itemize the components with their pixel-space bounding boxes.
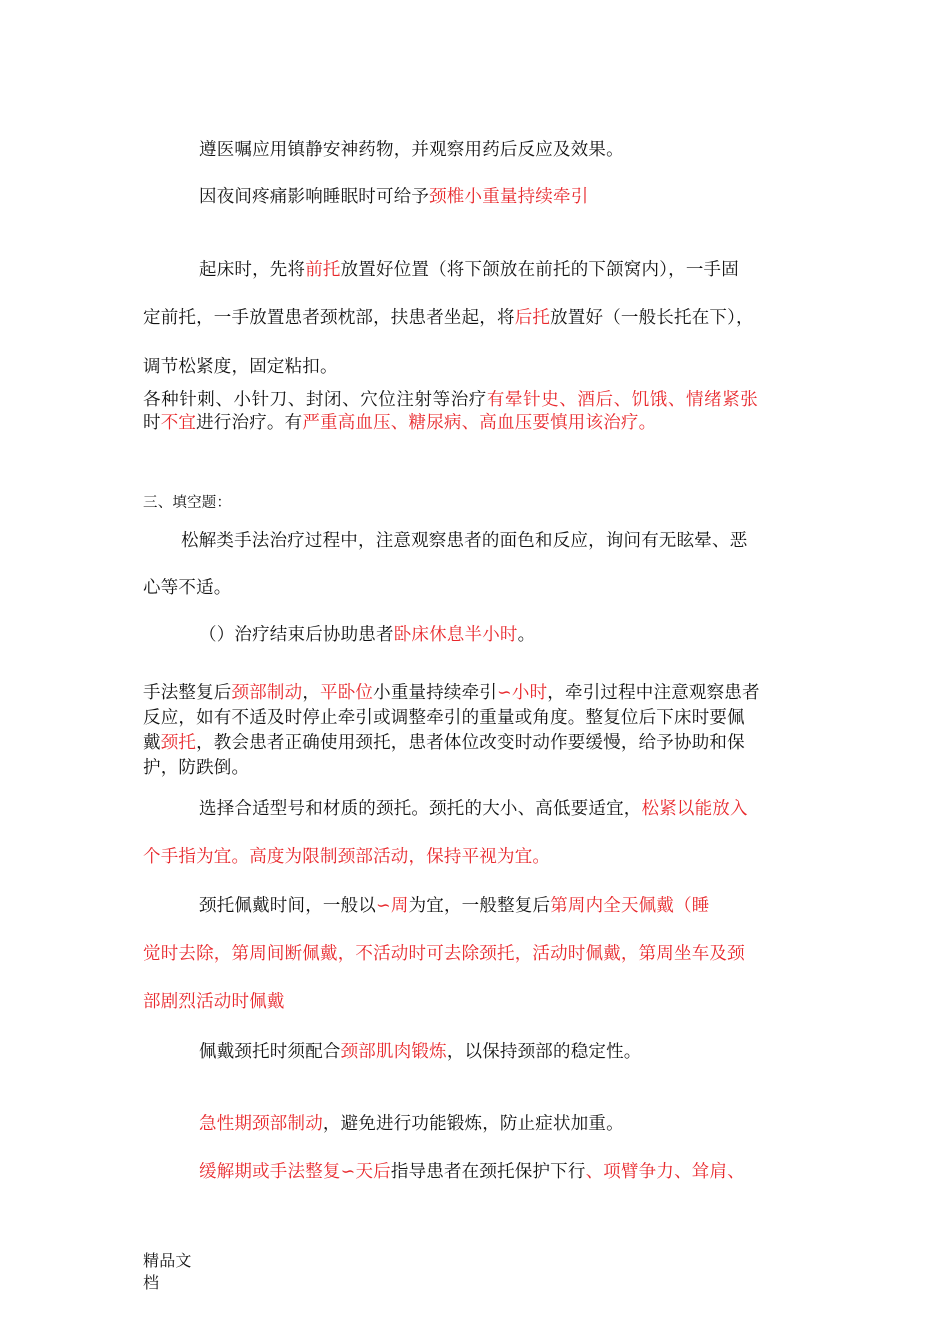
heading: 三、填空题： [143, 495, 232, 511]
text: 为宜，一般整复后 [408, 896, 551, 916]
paragraph-collar-time-line3 [143, 991, 285, 1013]
footer-watermark [143, 1250, 192, 1294]
paragraph-acupuncture-line2 [143, 412, 656, 434]
footer-line: 档 [143, 1273, 160, 1292]
emphasis-text: 严重高血压、糖尿病、高血压要慎用该治疗。 [302, 413, 657, 433]
emphasis-text: 个手指为宜。高度为限制颈部活动，保持平视为宜。 [143, 847, 551, 867]
text: ，以保持颈部的稳定性。 [446, 1042, 642, 1062]
text: 放置好位置（将下颌放在前托的下颌窝内），一手固 [340, 260, 739, 280]
emphasis-text: 颈部肌肉锻炼 [340, 1042, 447, 1062]
paragraph-neck-exercise [199, 1041, 642, 1063]
text: 手法整复后 [143, 683, 232, 703]
emphasis-text: 缓解期或手法整复∽天后 [199, 1162, 391, 1182]
emphasis-text: 后托 [514, 308, 551, 328]
text: 放置好（一般长托在下）， [550, 308, 754, 328]
paragraph-collar-time-line1 [199, 895, 710, 917]
text: 颈托佩戴时间，一般以 [199, 896, 376, 916]
text: 护，防跌倒。 [143, 758, 250, 778]
emphasis-text: ∽小时 [497, 683, 548, 703]
footer-line: 精品文 [143, 1251, 192, 1270]
paragraph-reduction-line3 [143, 732, 745, 754]
text: ，教会患者正确使用颈托，患者体位改变时动作要缓慢，给予协助和保 [196, 733, 745, 753]
paragraph-getting-up-line3 [143, 356, 338, 378]
paragraph-reduction-line2 [143, 707, 745, 729]
paragraph-collar-time-line2 [143, 943, 745, 965]
emphasis-text: 松紧以能放入 [641, 799, 748, 819]
emphasis-text: 急性期颈部制动 [199, 1114, 323, 1134]
text: 佩戴颈托时须配合 [199, 1042, 341, 1062]
emphasis-text: ∽周 [376, 896, 409, 916]
emphasis-text: 平卧位 [320, 683, 374, 703]
text: （）治疗结束后协助患者 [199, 625, 394, 645]
text: ，避免进行功能锻炼，防止症状加重。 [322, 1114, 624, 1134]
paragraph-getting-up-line2 [143, 307, 754, 329]
paragraph-rest [199, 624, 535, 646]
text: 调节松紧度，固定粘扣。 [143, 357, 338, 377]
text: 因夜间疼痛影响睡眠时可给予 [199, 187, 430, 207]
text: 松解类手法治疗过程中，注意观察患者的面色和反应，询问有无眩晕、恶 [181, 531, 748, 551]
text: 戴 [143, 733, 161, 753]
emphasis-text: 觉时去除，第周间断佩戴，不活动时可去除颈托，活动时佩戴，第周坐车及颈 [143, 944, 745, 964]
emphasis-text: 第周内全天佩戴（睡 [550, 896, 710, 916]
text: ，牵引过程中注意观察患者 [547, 683, 760, 703]
text: 。 [517, 625, 536, 645]
section-title [143, 492, 231, 514]
paragraph-collar-choice-line2 [143, 846, 550, 868]
text: 进行治疗。有 [196, 413, 303, 433]
paragraph-reduction-line1 [143, 682, 760, 704]
paragraph-acupuncture-line1 [143, 389, 758, 411]
text: 小重量持续牵引 [373, 683, 498, 703]
emphasis-text: 、项臂争力、耸肩、 [585, 1162, 745, 1182]
paragraph-massage-line2 [143, 577, 232, 599]
paragraph-remission-phase [199, 1161, 745, 1183]
text: 心等不适。 [143, 578, 232, 598]
emphasis-text: 不宜 [160, 413, 197, 433]
paragraph-night-traction [199, 186, 588, 208]
emphasis-text: 颈托 [160, 733, 197, 753]
paragraph-massage-line1 [181, 530, 747, 552]
text: 各种针刺、小针刀、封闭、穴位注射等治疗 [143, 390, 487, 410]
emphasis-text: 有晕针史、酒后、饥饿、情绪紧张 [486, 390, 759, 410]
text: 起床时，先将 [199, 260, 306, 280]
emphasis-text: 前托 [305, 260, 341, 280]
emphasis-text: 颈椎小重量持续牵引 [429, 187, 589, 207]
emphasis-text: 部剧烈活动时佩戴 [143, 992, 285, 1012]
emphasis-text: 颈部制动 [231, 683, 303, 703]
paragraph-reduction-line4 [143, 757, 249, 779]
paragraph-getting-up-line1 [199, 259, 739, 281]
emphasis-text: 卧床休息半小时 [393, 625, 518, 645]
text: 定前托，一手放置患者颈枕部，扶患者坐起，将 [143, 308, 515, 328]
text: 选择合适型号和材质的颈托。颈托的大小、高低要适宜， [199, 799, 642, 819]
text: 反应，如有不适及时停止牵引或调整牵引的重量或角度。整复位后下床时要佩 [143, 708, 745, 728]
text: 时 [143, 413, 161, 433]
paragraph-acute-phase [199, 1113, 624, 1135]
paragraph-collar-choice-line1 [199, 798, 748, 820]
text: 遵医嘱应用镇静安神药物，并观察用药后反应及效果。 [199, 140, 624, 160]
paragraph-sedation [199, 139, 624, 161]
text: 指导患者在颈托保护下行 [390, 1162, 586, 1182]
text: ， [302, 683, 321, 703]
